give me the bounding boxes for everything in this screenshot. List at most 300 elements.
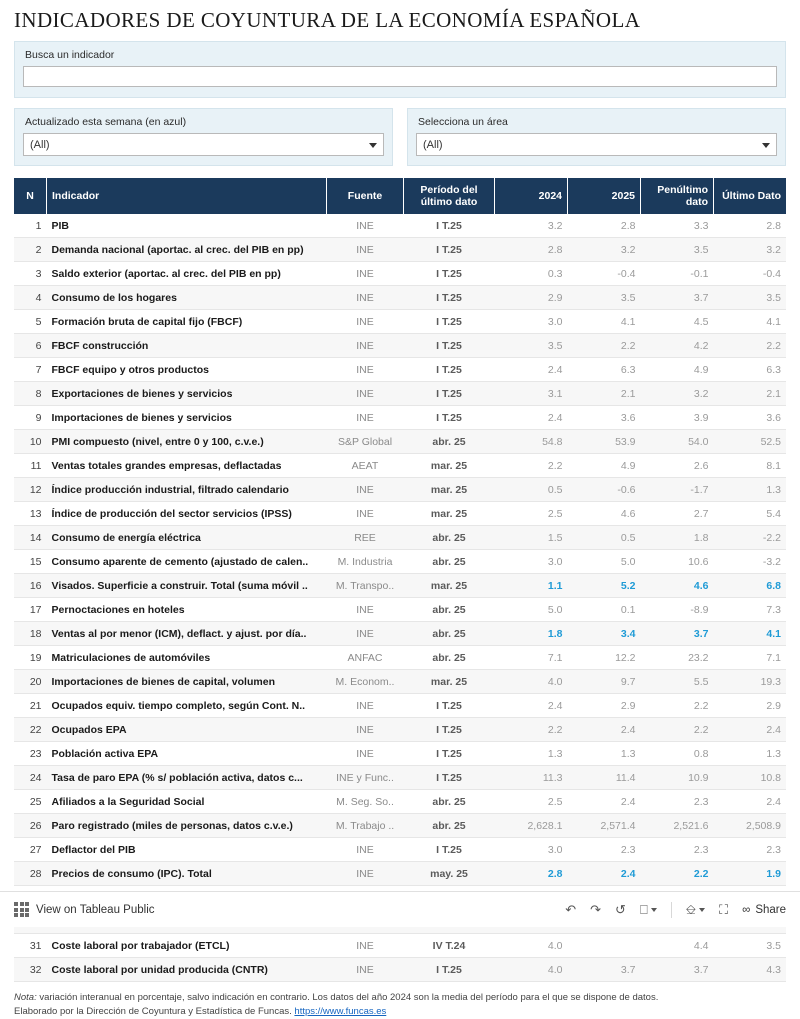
cell-periodo: I T.25	[404, 358, 495, 382]
cell-2025: 6.3	[568, 358, 641, 382]
cell-penultimo: 3.7	[641, 286, 714, 310]
cell-periodo: I T.25	[404, 694, 495, 718]
filter-updated-value: (All)	[30, 138, 50, 151]
cell-fuente: INE	[327, 838, 404, 862]
cell-fuente: INE	[327, 286, 404, 310]
cell-2025: 2.4	[568, 718, 641, 742]
cell-n: 22	[14, 718, 47, 742]
filter-row	[14, 108, 786, 166]
cell-fuente: INE	[327, 406, 404, 430]
cell-penultimo: 5.5	[641, 670, 714, 694]
cell-penultimo: 3.2	[641, 382, 714, 406]
cell-periodo: abr. 25	[404, 646, 495, 670]
table-row[interactable]	[14, 958, 786, 982]
cell-2024: 0.3	[495, 262, 568, 286]
table-row[interactable]	[14, 502, 786, 526]
cell-indicador: Importaciones de bienes y servicios	[47, 406, 327, 430]
filter-area-value: (All)	[423, 138, 443, 151]
table-row[interactable]	[14, 622, 786, 646]
cell-ultimo: 6.8	[714, 574, 787, 598]
cell-fuente: INE	[327, 742, 404, 766]
cell-penultimo: 3.9	[641, 406, 714, 430]
cell-n: 20	[14, 670, 47, 694]
cell-2025: -0.4	[568, 262, 641, 286]
cell-2024: 3.0	[495, 838, 568, 862]
table-row[interactable]	[14, 670, 786, 694]
cell-indicador: Población activa EPA	[47, 742, 327, 766]
cell-indicador: Pernoctaciones en hoteles	[47, 598, 327, 622]
filter-area-label: Selecciona un área	[418, 116, 508, 128]
cell-indicador: Coste laboral por trabajador (ETCL)	[47, 934, 327, 958]
cell-2025: 5.0	[568, 550, 641, 574]
cell-n: 17	[14, 598, 47, 622]
cell-n: 24	[14, 766, 47, 790]
revert-icon[interactable]: ↺	[615, 901, 626, 917]
cell-n: 25	[14, 790, 47, 814]
cell-fuente: INE	[327, 310, 404, 334]
cell-2025: 2.2	[568, 334, 641, 358]
funcas-link[interactable]: https://www.funcas.es	[294, 1005, 387, 1017]
cell-2024: 2.5	[495, 502, 568, 526]
share-icon: ∞	[742, 903, 751, 916]
cell-indicador: Consumo de los hogares	[47, 286, 327, 310]
cell-periodo: I T.25	[404, 406, 495, 430]
cell-2025: 0.5	[568, 526, 641, 550]
cell-fuente: ANFAC	[327, 646, 404, 670]
cell-2025: 2.4	[568, 862, 641, 886]
table-row[interactable]	[14, 286, 786, 310]
table-row[interactable]	[14, 766, 786, 790]
table-row[interactable]	[14, 430, 786, 454]
cell-2024: 2.8	[495, 862, 568, 886]
cell-2024: 2.2	[495, 718, 568, 742]
cell-periodo: I T.25	[404, 334, 495, 358]
column-header-2025[interactable]: 2025	[568, 178, 641, 214]
cell-fuente: INE	[327, 238, 404, 262]
search-input[interactable]	[23, 66, 777, 87]
cell-indicador: Deflactor del PIB	[47, 838, 327, 862]
cell-n: 10	[14, 430, 47, 454]
cell-indicador: Importaciones de bienes de capital, volumen	[47, 670, 327, 694]
cell-2025: 3.4	[568, 622, 641, 646]
cell-ultimo: 10.8	[714, 766, 787, 790]
cell-2024: 1.1	[495, 574, 568, 598]
filter-area-dropdown[interactable]	[416, 133, 777, 156]
cell-penultimo: 4.9	[641, 358, 714, 382]
table-row[interactable]	[14, 214, 786, 238]
cell-penultimo: 0.8	[641, 742, 714, 766]
cell-indicador: Consumo de energía eléctrica	[47, 526, 327, 550]
cell-2024: 2,628.1	[495, 814, 568, 838]
cell-indicador: PIB	[47, 214, 327, 238]
share-label: Share	[755, 903, 786, 916]
table-header-row	[14, 178, 786, 214]
table-row[interactable]	[14, 814, 786, 838]
cell-n: 27	[14, 838, 47, 862]
cell-n: 8	[14, 382, 47, 406]
note-credit: Elaborado por la Dirección de Coyuntura y Estadística de Funcas.	[14, 1005, 295, 1017]
table-row[interactable]	[14, 574, 786, 598]
cell-periodo: I T.25	[404, 382, 495, 406]
cell-fuente: INE	[327, 478, 404, 502]
cell-indicador: Ventas totales grandes empresas, deflactadas	[47, 454, 327, 478]
cell-penultimo: -0.1	[641, 262, 714, 286]
cell-indicador: Exportaciones de bienes y servicios	[47, 382, 327, 406]
cell-fuente: INE	[327, 334, 404, 358]
cell-ultimo: 2.9	[714, 694, 787, 718]
cell-2024: 3.2	[495, 214, 568, 238]
cell-ultimo: 3.6	[714, 406, 787, 430]
cell-ultimo: 2.8	[714, 214, 787, 238]
cell-ultimo: 2,508.9	[714, 814, 787, 838]
cell-n: 21	[14, 694, 47, 718]
cell-penultimo: 4.6	[641, 574, 714, 598]
cell-periodo: abr. 25	[404, 622, 495, 646]
column-header-n[interactable]: N	[14, 178, 47, 214]
cell-2025: 11.4	[568, 766, 641, 790]
cell-fuente: INE	[327, 262, 404, 286]
cell-penultimo: 3.7	[641, 622, 714, 646]
cell-fuente: INE	[327, 862, 404, 886]
table-row[interactable]	[14, 790, 786, 814]
filter-updated-this-week	[14, 108, 393, 166]
cell-2025: 4.1	[568, 310, 641, 334]
cell-fuente: INE	[327, 694, 404, 718]
cell-2025: 3.6	[568, 406, 641, 430]
cell-2025: 4.9	[568, 454, 641, 478]
cell-periodo: I T.25	[404, 742, 495, 766]
cell-ultimo: -2.2	[714, 526, 787, 550]
cell-indicador: Ventas al por menor (ICM), deflact. y ajust. por día..	[47, 622, 327, 646]
cell-penultimo: 2.7	[641, 502, 714, 526]
cell-n: 12	[14, 478, 47, 502]
cell-ultimo: 7.3	[714, 598, 787, 622]
cell-2025: -0.6	[568, 478, 641, 502]
cell-ultimo: 3.5	[714, 286, 787, 310]
cell-fuente: INE y Func..	[327, 766, 404, 790]
table-row[interactable]	[14, 838, 786, 862]
cell-penultimo: -1.7	[641, 478, 714, 502]
chevron-down-icon	[369, 143, 377, 148]
cell-ultimo: 1.3	[714, 742, 787, 766]
cell-fuente: INE	[327, 718, 404, 742]
cell-ultimo: 1.3	[714, 478, 787, 502]
cell-penultimo: 23.2	[641, 646, 714, 670]
cell-2024: 1.8	[495, 622, 568, 646]
cell-2025: 2.1	[568, 382, 641, 406]
note-prefix: Nota:	[14, 992, 37, 1004]
cell-penultimo: 2.2	[641, 718, 714, 742]
cell-ultimo: 4.1	[714, 310, 787, 334]
cell-n: 2	[14, 238, 47, 262]
cell-fuente: INE	[327, 502, 404, 526]
cell-2024: 3.5	[495, 334, 568, 358]
table-row[interactable]	[14, 598, 786, 622]
cell-ultimo: 19.3	[714, 670, 787, 694]
cell-indicador: Formación bruta de capital fijo (FBCF)	[47, 310, 327, 334]
cell-n: 16	[14, 574, 47, 598]
tableau-logo-icon	[14, 902, 29, 917]
cell-periodo: mar. 25	[404, 454, 495, 478]
cell-2024: 3.0	[495, 310, 568, 334]
cell-ultimo: 3.5	[714, 934, 787, 958]
cell-ultimo: 5.4	[714, 502, 787, 526]
cell-periodo: mar. 25	[404, 574, 495, 598]
table-row[interactable]	[14, 646, 786, 670]
cell-indicador: Precios de consumo (IPC). Total	[47, 862, 327, 886]
cell-indicador: FBCF equipo y otros productos	[47, 358, 327, 382]
cell-indicador: Afiliados a la Seguridad Social	[47, 790, 327, 814]
table-row[interactable]	[14, 862, 786, 886]
cell-2025: 2.3	[568, 838, 641, 862]
cell-ultimo: 2.2	[714, 334, 787, 358]
table-row[interactable]	[14, 694, 786, 718]
cell-2025: 1.3	[568, 742, 641, 766]
cell-n: 7	[14, 358, 47, 382]
cell-fuente: INE	[327, 622, 404, 646]
cell-periodo: abr. 25	[404, 790, 495, 814]
cell-periodo: IV T.24	[404, 934, 495, 958]
cell-indicador: Índice de producción del sector servicios (IPSS)	[47, 502, 327, 526]
cell-ultimo: 1.9	[714, 862, 787, 886]
cell-penultimo: 2.2	[641, 694, 714, 718]
cell-2024: 54.8	[495, 430, 568, 454]
cell-2024: 2.4	[495, 358, 568, 382]
cell-2024: 5.0	[495, 598, 568, 622]
cell-2025: 2.9	[568, 694, 641, 718]
cell-2025: 3.2	[568, 238, 641, 262]
cell-indicador: Consumo aparente de cemento (ajustado de calen..	[47, 550, 327, 574]
cell-fuente: INE	[327, 958, 404, 982]
cell-penultimo: 54.0	[641, 430, 714, 454]
cell-periodo: abr. 25	[404, 598, 495, 622]
cell-periodo: abr. 25	[404, 526, 495, 550]
cell-periodo: I T.25	[404, 214, 495, 238]
cell-2024: 4.0	[495, 958, 568, 982]
cell-ultimo: -0.4	[714, 262, 787, 286]
cell-2024: 11.3	[495, 766, 568, 790]
cell-penultimo: 2.2	[641, 862, 714, 886]
cell-2024: 2.4	[495, 406, 568, 430]
cell-n: 11	[14, 454, 47, 478]
cell-2025: 12.2	[568, 646, 641, 670]
search-label: Busca un indicador	[25, 49, 115, 61]
cell-penultimo: 10.9	[641, 766, 714, 790]
cell-periodo: I T.25	[404, 238, 495, 262]
cell-periodo: mar. 25	[404, 478, 495, 502]
undo-icon[interactable]: ↶	[565, 901, 577, 917]
table-row[interactable]	[14, 454, 786, 478]
cell-penultimo: 2,521.6	[641, 814, 714, 838]
cell-penultimo: 1.8	[641, 526, 714, 550]
view-on-tableau-public[interactable]	[14, 902, 155, 917]
table-note	[14, 991, 786, 1019]
cell-2025: 53.9	[568, 430, 641, 454]
cell-periodo: I T.25	[404, 310, 495, 334]
fullscreen-icon[interactable]: ⛶	[719, 901, 729, 917]
cell-periodo: abr. 25	[404, 550, 495, 574]
cell-fuente: INE	[327, 358, 404, 382]
cell-periodo: I T.25	[404, 262, 495, 286]
cell-periodo: mar. 25	[404, 502, 495, 526]
column-header-penultimo[interactable]: Penúltimo dato	[641, 178, 714, 214]
cell-ultimo: 2.1	[714, 382, 787, 406]
cell-2024: 3.0	[495, 550, 568, 574]
cell-2025: 2,571.4	[568, 814, 641, 838]
cell-fuente: INE	[327, 934, 404, 958]
cell-periodo: I T.25	[404, 838, 495, 862]
table-row[interactable]	[14, 934, 786, 958]
cell-periodo: I T.25	[404, 718, 495, 742]
column-header-2024[interactable]: 2024	[495, 178, 568, 214]
cell-ultimo: 6.3	[714, 358, 787, 382]
cell-2025: 0.1	[568, 598, 641, 622]
cell-periodo: mar. 25	[404, 670, 495, 694]
cell-n: 4	[14, 286, 47, 310]
cell-n: 32	[14, 958, 47, 982]
cell-n: 14	[14, 526, 47, 550]
cell-2024: 1.5	[495, 526, 568, 550]
cell-n: 18	[14, 622, 47, 646]
cell-2024: 2.8	[495, 238, 568, 262]
cell-2024: 4.0	[495, 670, 568, 694]
cell-n: 31	[14, 934, 47, 958]
cell-indicador: Paro registrado (miles de personas, datos c.v.e.)	[47, 814, 327, 838]
column-header-indicador[interactable]: Indicador	[47, 178, 327, 214]
table-row[interactable]	[14, 334, 786, 358]
cell-fuente: REE	[327, 526, 404, 550]
download-icon[interactable]: ⎒	[686, 902, 705, 918]
note-text: variación interanual en porcentaje, salvo indicación en contrario. Los datos del año 2024 son la media del período para el que se dispone de datos.	[36, 992, 659, 1004]
cell-periodo: I T.25	[404, 286, 495, 310]
cell-fuente: M. Industria	[327, 550, 404, 574]
cell-penultimo: 10.6	[641, 550, 714, 574]
cell-2024: 2.4	[495, 694, 568, 718]
cell-n: 1	[14, 214, 47, 238]
share-button[interactable]	[742, 904, 786, 916]
cell-n: 5	[14, 310, 47, 334]
cell-indicador: Ocupados EPA	[47, 718, 327, 742]
table-row[interactable]	[14, 262, 786, 286]
cell-indicador: PMI compuesto (nivel, entre 0 y 100, c.v.e.)	[47, 430, 327, 454]
table-row[interactable]	[14, 358, 786, 382]
cell-fuente: AEAT	[327, 454, 404, 478]
cell-periodo: abr. 25	[404, 430, 495, 454]
cell-ultimo: 2.4	[714, 790, 787, 814]
filter-area	[407, 108, 786, 166]
cell-indicador: Coste laboral por unidad producida (CNTR)	[47, 958, 327, 982]
cell-ultimo: 7.1	[714, 646, 787, 670]
cell-ultimo: 3.2	[714, 238, 787, 262]
view-on-tableau-label: View on Tableau Public	[36, 903, 155, 916]
column-header-periodo[interactable]: Período del último dato	[404, 178, 495, 214]
cell-2024: 2.5	[495, 790, 568, 814]
cell-ultimo: 2.4	[714, 718, 787, 742]
table-row[interactable]	[14, 238, 786, 262]
redo-icon[interactable]: ↷	[590, 901, 602, 917]
cell-penultimo: -8.9	[641, 598, 714, 622]
cell-2024: 3.1	[495, 382, 568, 406]
cell-fuente: M. Seg. So..	[327, 790, 404, 814]
cell-n: 13	[14, 502, 47, 526]
cell-n: 9	[14, 406, 47, 430]
cell-2025: 5.2	[568, 574, 641, 598]
column-header-ultimo[interactable]: Último Dato	[714, 178, 787, 214]
cell-2025: 3.7	[568, 958, 641, 982]
cell-2024: 2.9	[495, 286, 568, 310]
table-row[interactable]	[14, 406, 786, 430]
cell-ultimo: 8.1	[714, 454, 787, 478]
cell-ultimo: -3.2	[714, 550, 787, 574]
table-row[interactable]	[14, 550, 786, 574]
page-title: INDICADORES DE COYUNTURA DE LA ECONOMÍA ESPAÑOLA	[14, 8, 641, 32]
cell-2025: 3.5	[568, 286, 641, 310]
cell-indicador: FBCF construcción	[47, 334, 327, 358]
cell-fuente: M. Econom..	[327, 670, 404, 694]
filter-updated-dropdown[interactable]	[23, 133, 384, 156]
cell-indicador: Matriculaciones de automóviles	[47, 646, 327, 670]
cell-indicador: Tasa de paro EPA (% s/ población activa, datos c...	[47, 766, 327, 790]
cell-fuente: M. Transpo..	[327, 574, 404, 598]
table-row[interactable]	[14, 718, 786, 742]
cell-ultimo: 2.3	[714, 838, 787, 862]
cell-indicador: Ocupados equiv. tiempo completo, según Cont. N..	[47, 694, 327, 718]
cell-n: 28	[14, 862, 47, 886]
table-body	[14, 214, 786, 982]
table-row[interactable]	[14, 742, 786, 766]
cell-n: 26	[14, 814, 47, 838]
table-row[interactable]	[14, 382, 786, 406]
cell-n: 3	[14, 262, 47, 286]
cell-n: 15	[14, 550, 47, 574]
indicators-table	[14, 178, 786, 982]
toolbar-actions	[565, 902, 786, 918]
cell-penultimo: 2.6	[641, 454, 714, 478]
cell-fuente: M. Trabajo ..	[327, 814, 404, 838]
cell-penultimo: 3.5	[641, 238, 714, 262]
cell-penultimo: 4.2	[641, 334, 714, 358]
cell-ultimo: 52.5	[714, 430, 787, 454]
cell-indicador: Saldo exterior (aportac. al crec. del PIB en pp)	[47, 262, 327, 286]
cell-n: 6	[14, 334, 47, 358]
table-row[interactable]	[14, 478, 786, 502]
cell-indicador: Demanda nacional (aportac. al crec. del PIB en pp)	[47, 238, 327, 262]
cell-2025	[568, 934, 641, 958]
cell-ultimo: 4.1	[714, 622, 787, 646]
tableau-toolbar	[0, 891, 800, 927]
cell-periodo: I T.25	[404, 958, 495, 982]
cell-fuente: INE	[327, 598, 404, 622]
cell-2024: 0.5	[495, 478, 568, 502]
cell-2024: 4.0	[495, 934, 568, 958]
cell-2025: 9.7	[568, 670, 641, 694]
chevron-down-icon	[762, 143, 770, 148]
table-row[interactable]	[14, 526, 786, 550]
cell-periodo: abr. 25	[404, 814, 495, 838]
search-panel	[14, 41, 786, 98]
column-header-fuente[interactable]: Fuente	[327, 178, 404, 214]
cell-2024: 2.2	[495, 454, 568, 478]
table-row[interactable]	[14, 310, 786, 334]
refresh-icon[interactable]: ⎕	[640, 902, 657, 918]
cell-2024: 7.1	[495, 646, 568, 670]
cell-n: 23	[14, 742, 47, 766]
cell-penultimo: 3.7	[641, 958, 714, 982]
cell-fuente: INE	[327, 382, 404, 406]
cell-n: 19	[14, 646, 47, 670]
toolbar-divider	[671, 902, 672, 918]
cell-2024: 1.3	[495, 742, 568, 766]
